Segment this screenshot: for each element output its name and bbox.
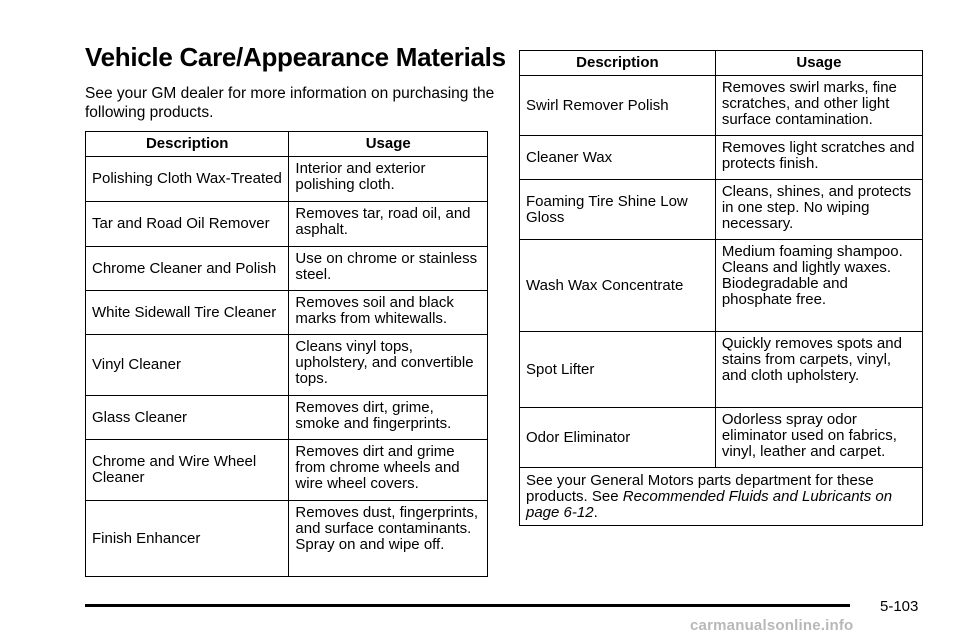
description-cell: Odor Eliminator <box>520 408 716 468</box>
description-header: Description <box>86 132 289 157</box>
usage-cell: Removes dirt and grime from chrome wheels and wire wheel covers. <box>289 440 488 501</box>
usage-cell: Removes dust, fingerprints, and surface contaminants. Spray on and wipe off. <box>289 501 488 577</box>
table-row <box>520 240 923 332</box>
description-cell: Spot Lifter <box>520 332 716 408</box>
description-header: Description <box>520 51 716 76</box>
usage-header: Usage <box>715 51 922 76</box>
table-row <box>520 136 923 180</box>
table-row <box>86 202 488 247</box>
description-cell: Swirl Remover Polish <box>520 76 716 136</box>
usage-cell: Cleans vinyl tops, upholstery, and convertible tops. <box>289 335 488 396</box>
usage-cell: Medium foaming shampoo. Cleans and lightly waxes. Biodegradable and phosphate free. <box>715 240 922 332</box>
footnote-row <box>520 468 923 526</box>
table-row <box>520 408 923 468</box>
description-cell: Finish Enhancer <box>86 501 289 577</box>
description-cell: Chrome Cleaner and Polish <box>86 247 289 291</box>
description-cell: Polishing Cloth Wax-Treated <box>86 157 289 202</box>
page-title: Vehicle Care/Appearance Materials <box>85 42 506 72</box>
description-cell: White Sidewall Tire Cleaner <box>86 291 289 335</box>
description-cell: Chrome and Wire Wheel Cleaner <box>86 440 289 501</box>
table-header-row <box>86 132 488 157</box>
footnote-cell <box>520 468 923 526</box>
usage-cell: Removes swirl marks, fine scratches, and other light surface contamination. <box>715 76 922 136</box>
description-cell: Cleaner Wax <box>520 136 716 180</box>
intro-paragraph: See your GM dealer for more information on purchasing the following products. <box>85 85 495 121</box>
watermark: carmanualsonline.info <box>690 617 854 634</box>
table-row <box>86 247 488 291</box>
footnote-end: . <box>593 503 598 521</box>
footer-rule <box>85 604 850 607</box>
usage-cell: Quickly removes spots and stains from carpets, vinyl, and cloth upholstery. <box>715 332 922 408</box>
table-row <box>520 332 923 408</box>
description-cell: Glass Cleaner <box>86 396 289 440</box>
description-cell: Foaming Tire Shine Low Gloss <box>520 180 716 240</box>
table-row <box>86 291 488 335</box>
table-header-row <box>520 51 923 76</box>
table-row <box>520 180 923 240</box>
usage-header: Usage <box>289 132 488 157</box>
table-row <box>86 157 488 202</box>
page-number: 5-103 <box>880 598 919 615</box>
usage-cell: Removes tar, road oil, and asphalt. <box>289 202 488 247</box>
table-row <box>86 501 488 577</box>
usage-cell: Use on chrome or stainless steel. <box>289 247 488 291</box>
table-row <box>520 76 923 136</box>
description-cell: Wash Wax Concentrate <box>520 240 716 332</box>
table-row <box>86 335 488 396</box>
table-row <box>86 396 488 440</box>
usage-cell: Removes dirt, grime, smoke and fingerprints. <box>289 396 488 440</box>
materials-table-right <box>519 50 923 526</box>
usage-cell: Removes soil and black marks from whitewalls. <box>289 291 488 335</box>
usage-cell: Odorless spray odor eliminator used on fabrics, vinyl, leather and carpet. <box>715 408 922 468</box>
fluids-reference-link[interactable]: Recommended Fluids and Lubricants on page 6-12 <box>526 487 893 521</box>
footnote-text: See your General Motors parts department for these products. See <box>526 471 874 505</box>
usage-cell: Removes light scratches and protects finish. <box>715 136 922 180</box>
description-cell: Vinyl Cleaner <box>86 335 289 396</box>
description-cell: Tar and Road Oil Remover <box>86 202 289 247</box>
table-row <box>86 440 488 501</box>
usage-cell: Interior and exterior polishing cloth. <box>289 157 488 202</box>
usage-cell: Cleans, shines, and protects in one step. No wiping necessary. <box>715 180 922 240</box>
materials-table-left <box>85 131 488 577</box>
